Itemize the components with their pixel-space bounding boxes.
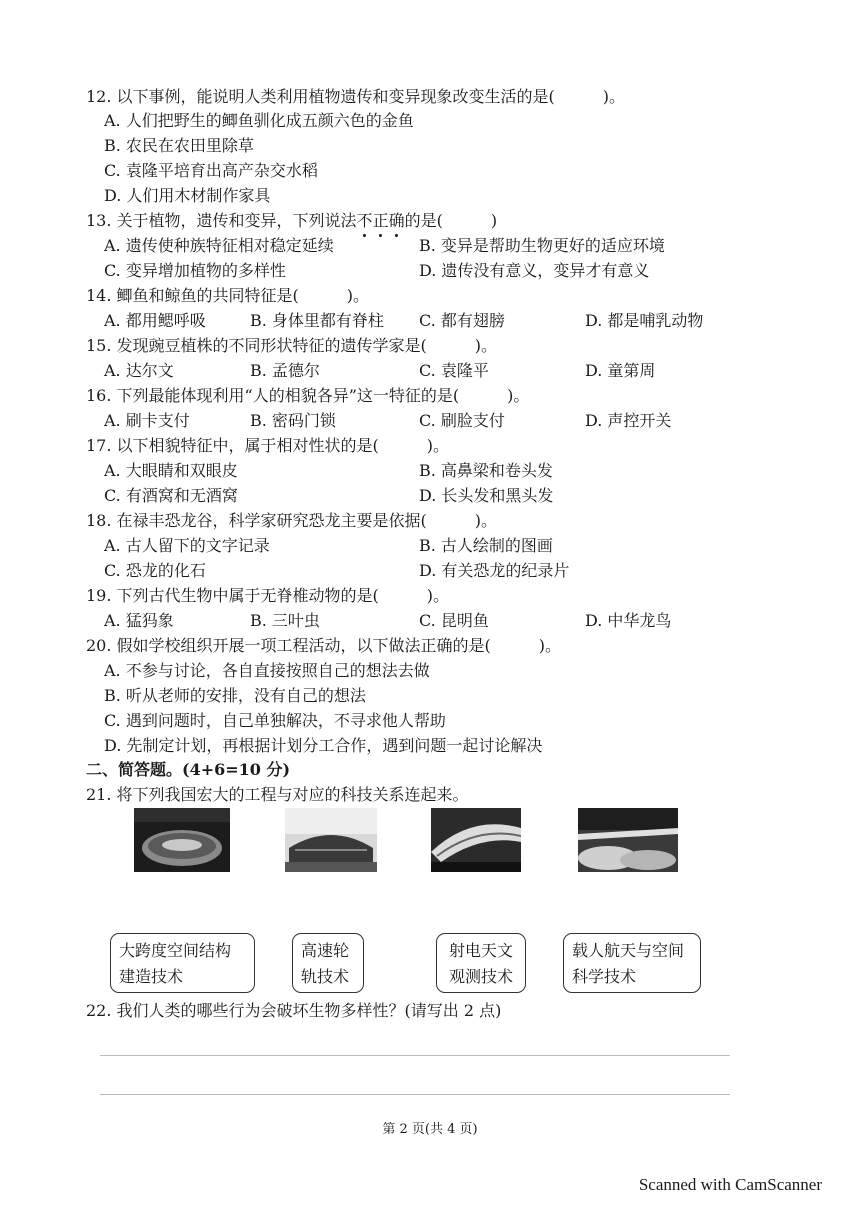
tech-box-radio-astronomy[interactable] [436, 933, 526, 993]
q18-option-b: B. 古人绘制的图画 [419, 536, 553, 555]
rocket-launch-photo [578, 808, 678, 872]
q14-option-d: D. 都是哺乳动物 [585, 311, 704, 330]
question-16-stem: 16. 下列最能体现利用“人的相貌各异”这一特征的是( )。 [86, 386, 530, 405]
tech-box-1-line2: 建造技术 [119, 967, 184, 986]
tech-box-4-line2: 科学技术 [572, 967, 637, 986]
question-12-stem: 12. 以下事例，能说明人类利用植物遗传和变异现象改变生活的是( )。 [86, 87, 626, 106]
q14-option-c: C. 都有翅膀 [419, 311, 505, 330]
q16-option-b: B. 密码门锁 [250, 411, 336, 430]
high-speed-train-photo [431, 808, 521, 872]
emphasis-char: 正 [372, 211, 389, 230]
q20-option-b: B. 听从老师的安排，没有自己的想法 [104, 686, 366, 705]
q16-option-d: D. 声控开关 [585, 411, 672, 430]
q20-option-c: C. 遇到问题时，自己单独解决，不寻求他人帮助 [104, 711, 446, 730]
q16-option-c: C. 刷脸支付 [419, 411, 505, 430]
q19-option-a: A. 猛犸象 [104, 611, 174, 630]
q20-option-a: A. 不参与讨论，各自直接按照自己的想法去做 [104, 661, 430, 680]
camscanner-watermark: Scanned with CamScanner [638, 1175, 822, 1194]
q12-option-c: C. 袁隆平培育出高产杂交水稻 [104, 161, 318, 180]
tech-box-2-line2: 轨技术 [301, 967, 350, 986]
q13-emphasis-text [357, 211, 405, 230]
q13-option-d: D. 遗传没有意义，变异才有意义 [419, 261, 650, 280]
question-21-stem: 21. 将下列我国宏大的工程与对应的科技关系连起来。 [86, 785, 469, 804]
q13-stem-pre: 13. 关于植物，遗传和变异，下列说法 [86, 211, 357, 230]
q18-option-c: C. 恐龙的化石 [104, 561, 206, 580]
question-22-stem: 22. 我们人类的哪些行为会破坏生物多样性？(请写出 2 点) [86, 1001, 502, 1020]
tech-box-1-line1: 大跨度空间结构 [119, 941, 232, 960]
q16-option-a: A. 刷卡支付 [104, 411, 190, 430]
emphasis-char: 确 [388, 211, 405, 230]
q13-option-a: A. 遗传使种族特征相对稳定延续 [104, 236, 334, 255]
q17-option-b: B. 高鼻梁和卷头发 [419, 461, 553, 480]
question-18-stem: 18. 在禄丰恐龙谷，科学家研究恐龙主要是依据( )。 [86, 511, 498, 530]
q15-option-c: C. 袁隆平 [419, 361, 489, 380]
q15-option-d: D. 童第周 [585, 361, 656, 380]
question-13-stem [86, 211, 497, 231]
q15-option-b: B. 孟德尔 [250, 361, 320, 380]
question-15-stem: 15. 发现豌豆植株的不同形状特征的遗传学家是( )。 [86, 336, 498, 355]
radio-telescope-photo [134, 808, 230, 872]
q17-option-d: D. 长头发和黑头发 [419, 486, 554, 505]
q19-option-b: B. 三叶虫 [250, 611, 320, 630]
question-17-stem: 17. 以下相貌特征中，属于相对性状的是( )。 [86, 436, 450, 455]
q19-option-c: C. 昆明鱼 [419, 611, 489, 630]
question-19-stem: 19. 下列古代生物中属于无脊椎动物的是( )。 [86, 586, 450, 605]
q13-stem-post: 的是( ) [404, 211, 498, 230]
q17-option-c: C. 有酒窝和无酒窝 [104, 486, 238, 505]
q15-option-a: A. 达尔文 [104, 361, 174, 380]
stadium-photo [285, 808, 377, 872]
q13-option-c: C. 变异增加植物的多样性 [104, 261, 286, 280]
q18-option-d: D. 有关恐龙的纪录片 [419, 561, 570, 580]
q18-option-a: A. 古人留下的文字记录 [104, 536, 270, 555]
tech-box-large-span-structure[interactable] [110, 933, 255, 993]
answer-line-2[interactable] [100, 1094, 730, 1095]
emphasis-char: 不 [356, 211, 373, 230]
tech-box-4-line1: 载人航天与空间 [572, 941, 685, 960]
answer-line-1[interactable] [100, 1055, 730, 1056]
q14-option-a: A. 都用鳃呼吸 [104, 311, 206, 330]
question-14-stem: 14. 鲫鱼和鲸鱼的共同特征是( )。 [86, 286, 370, 305]
question-20-stem: 20. 假如学校组织开展一项工程活动，以下做法正确的是( )。 [86, 636, 562, 655]
page-number-footer: 第 2 页(共 4 页) [382, 1122, 478, 1137]
tech-box-high-speed-rail[interactable] [292, 933, 364, 993]
tech-box-3-line1: 射电天文 [448, 941, 513, 960]
q17-option-a: A. 大眼睛和双眼皮 [104, 461, 238, 480]
q19-option-d: D. 中华龙鸟 [585, 611, 672, 630]
q20-option-d: D. 先制定计划，再根据计划分工合作，遇到问题一起讨论解决 [104, 736, 543, 755]
q12-option-b: B. 农民在农田里除草 [104, 136, 254, 155]
tech-box-manned-spaceflight[interactable] [563, 933, 701, 993]
tech-box-3-line2: 观测技术 [448, 967, 513, 986]
tech-box-2-line1: 高速轮 [301, 941, 350, 960]
q12-option-a: A. 人们把野生的鲫鱼驯化成五颜六色的金鱼 [104, 111, 414, 130]
q12-option-d: D. 人们用木材制作家具 [104, 186, 271, 205]
q13-option-b: B. 变异是帮助生物更好的适应环境 [419, 236, 665, 255]
section-2-heading: 二、简答题。(4+6=10 分) [86, 760, 291, 779]
q14-option-b: B. 身体里都有脊柱 [250, 311, 384, 330]
